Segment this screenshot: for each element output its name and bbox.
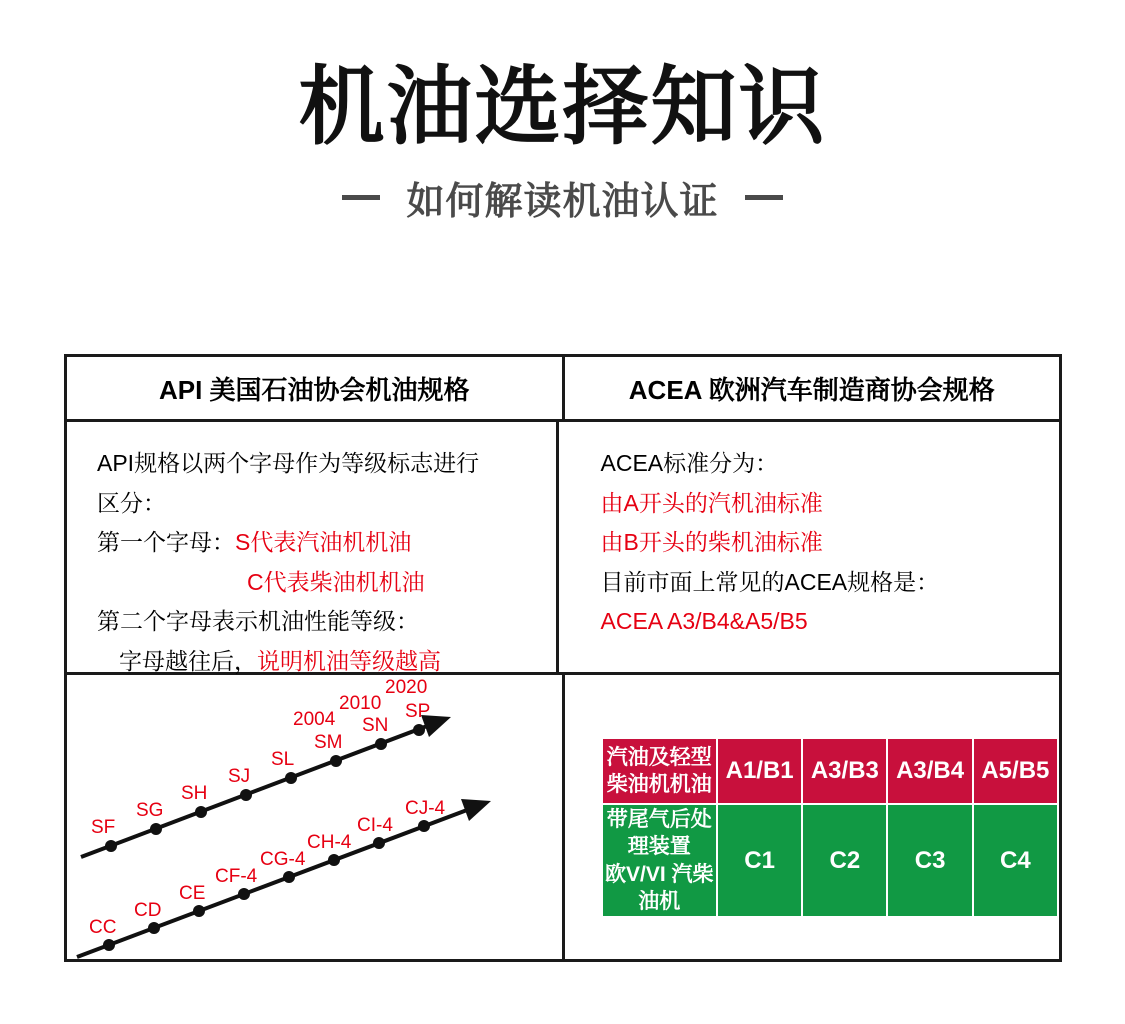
acea-row-petrol-label-line1: 汽油及轻型 xyxy=(606,745,712,769)
acea-row-diesel-label-line1: 带尾气后处理装置 xyxy=(606,808,712,859)
subtitle-row xyxy=(0,170,1125,225)
acea-petrol-value-3: A3/B4 xyxy=(887,738,972,804)
table-header-row xyxy=(67,357,1059,422)
timeline-cell xyxy=(67,675,565,959)
svg-text:SH: SH xyxy=(181,783,208,804)
svg-text:CF-4: CF-4 xyxy=(215,866,258,887)
api-line-2: 区分： xyxy=(97,489,166,516)
acea-line-1: ACEA标准分为： xyxy=(600,450,779,476)
svg-text:CG-4: CG-4 xyxy=(260,849,306,870)
header-api: API 美国石油协会机油规格 xyxy=(67,357,565,419)
acea-line-2: 由A开头的汽机油标准 xyxy=(600,489,823,516)
acea-row-petrol-label-line2: 柴油机机油 xyxy=(606,773,712,796)
table-row xyxy=(602,738,1059,804)
acea-line-5: ACEA A3/B4&A5/B5 xyxy=(600,608,808,635)
svg-text:SF: SF xyxy=(91,817,116,838)
api-line-3-prefix: 第一个字母： xyxy=(97,529,235,556)
svg-text:SM: SM xyxy=(314,732,343,753)
api-line-6-prefix: 字母越往后， xyxy=(119,647,257,674)
acea-row-diesel-label-line2: 欧V/VI 汽柴油机 xyxy=(604,862,714,913)
api-line-5: 第二个字母表示机油性能等级： xyxy=(97,608,419,635)
svg-text:CE: CE xyxy=(179,883,206,904)
acea-line-4: 目前市面上常见的ACEA规格是： xyxy=(600,568,940,595)
acea-line-3: 由B开头的柴机油标准 xyxy=(600,529,823,556)
api-line-3 xyxy=(97,523,538,563)
acea-grid xyxy=(601,737,1060,918)
page-title: 机油选择知识 xyxy=(298,59,827,155)
api-line-3-highlight: S代表汽油机机油 xyxy=(235,529,412,556)
acea-row-diesel-label xyxy=(602,804,718,917)
header-acea: ACEA 欧洲汽车制造商协会规格 xyxy=(628,374,995,405)
api-line-4: C代表柴油机机油 xyxy=(247,568,425,595)
dash-left-icon xyxy=(342,195,380,200)
svg-text:CI-4: CI-4 xyxy=(357,815,393,836)
svg-text:2004: 2004 xyxy=(293,709,336,730)
acea-petrol-value-1: A1/B1 xyxy=(717,738,802,804)
acea-diesel-value-3: C3 xyxy=(887,804,972,917)
acea-row-petrol-label xyxy=(602,738,718,804)
acea-grid-cell xyxy=(565,675,1060,959)
page-subtitle: 如何解读机油认证 xyxy=(406,181,719,224)
acea-diesel-value-1: C1 xyxy=(717,804,802,917)
svg-text:SG: SG xyxy=(136,800,164,821)
api-line-1: API规格以两个字母作为等级标志进行 xyxy=(97,450,480,476)
acea-diesel-value-4: C4 xyxy=(973,804,1058,917)
svg-text:CH-4: CH-4 xyxy=(307,832,352,853)
acea-text-cell xyxy=(559,422,1060,672)
acea-petrol-value-2: A3/B3 xyxy=(802,738,887,804)
api-line-6-highlight: 说明机油等级越高 xyxy=(257,647,441,674)
svg-text:CC: CC xyxy=(89,917,117,938)
svg-text:SJ: SJ xyxy=(228,766,251,787)
svg-text:SN: SN xyxy=(362,715,389,736)
poster-root xyxy=(0,59,1125,1024)
acea-diesel-value-2: C2 xyxy=(802,804,887,917)
acea-petrol-value-4: A5/B5 xyxy=(973,738,1058,804)
svg-text:2010: 2010 xyxy=(339,693,382,714)
svg-text:CJ-4: CJ-4 xyxy=(405,798,446,819)
comparison-table xyxy=(64,354,1062,962)
table-text-row xyxy=(67,422,1059,675)
svg-text:CD: CD xyxy=(134,900,162,921)
api-grade-timeline xyxy=(67,675,561,963)
svg-text:2020: 2020 xyxy=(385,677,428,698)
table-graphic-row xyxy=(67,675,1059,959)
api-text-cell xyxy=(67,422,559,672)
table-row xyxy=(602,804,1059,917)
svg-text:SL: SL xyxy=(271,749,295,770)
dash-right-icon xyxy=(745,195,783,200)
svg-text:SP: SP xyxy=(405,701,431,722)
